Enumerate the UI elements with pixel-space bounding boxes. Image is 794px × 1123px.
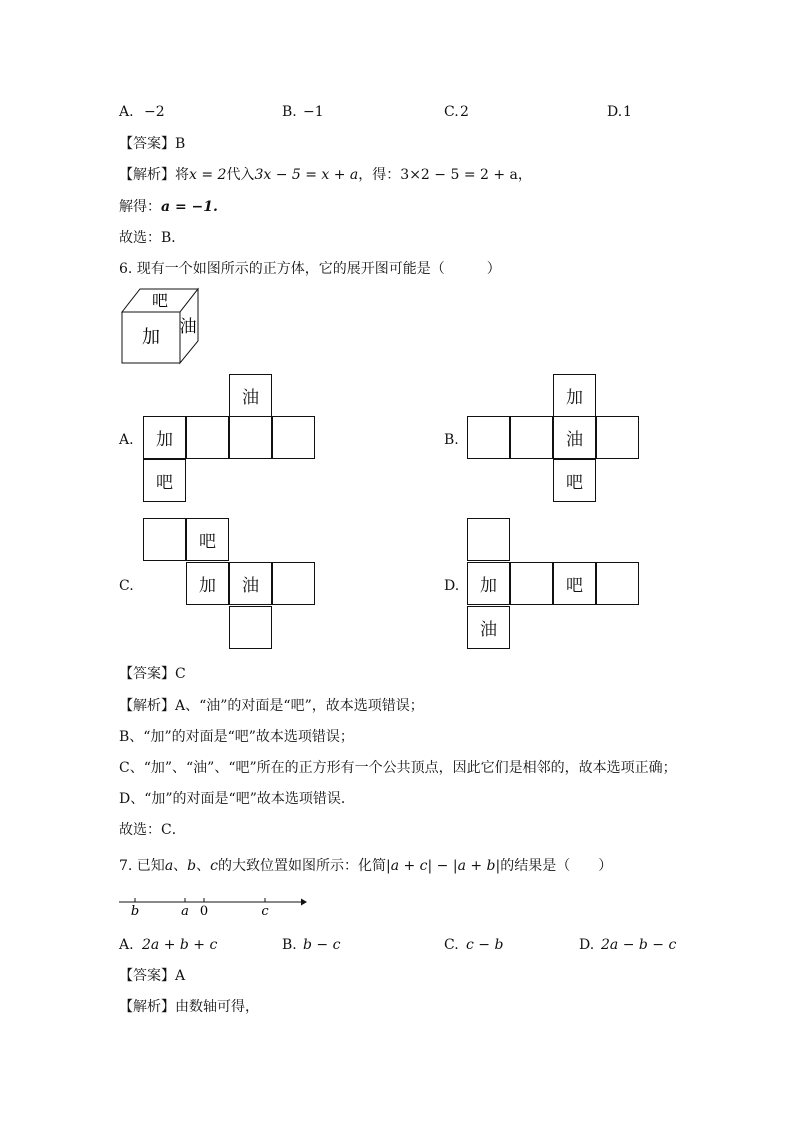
- cube-figure: [118, 286, 202, 366]
- var-a: a: [164, 858, 174, 874]
- option-label: A.: [119, 937, 134, 953]
- number-line: [117, 888, 309, 922]
- q7-stem: [119, 857, 612, 875]
- analysis-text: ，: [517, 167, 532, 183]
- q6-stem: 6. 现有一个如图所示的正方体，它的展开图可能是（ ）: [119, 261, 501, 277]
- q7-analysis: [119, 998, 259, 1016]
- net-cell: [229, 416, 272, 459]
- net-cell: 加: [467, 562, 510, 605]
- stem-text: 、: [173, 858, 188, 874]
- q5-analysis: [119, 166, 532, 184]
- cube-right-label: 油: [179, 317, 197, 337]
- solve-label: 解得：: [119, 199, 161, 215]
- net-cell: 油: [467, 606, 510, 649]
- net-cell: 油: [553, 416, 596, 459]
- net-cell: 油: [229, 562, 272, 605]
- answer-tag: 【答案】: [119, 968, 175, 984]
- answer-tag: 【答案】: [119, 666, 175, 682]
- var-c: c: [210, 858, 218, 874]
- axis-label-0: 0: [199, 904, 209, 919]
- net-cell: 加: [143, 416, 186, 459]
- analysis-tag: 【解析】: [119, 698, 175, 714]
- q5-choose: 故选：B．: [119, 230, 186, 246]
- net-cell: [510, 416, 553, 459]
- option-value: 2: [460, 104, 469, 120]
- net-cell: 吧: [186, 518, 229, 561]
- net-cell: [229, 606, 272, 649]
- q5-answer: [119, 135, 185, 153]
- stem-text: 的大致位置如图所示：化简: [217, 858, 386, 874]
- option-label: C.: [444, 937, 459, 953]
- net-cell: 油: [229, 374, 272, 417]
- math-expr: |a + c| − |a + b|: [385, 858, 501, 874]
- net-cell: [143, 518, 186, 561]
- option-value: c − b: [466, 937, 504, 953]
- cube-front-label: 加: [142, 327, 160, 348]
- analysis-tag: 【解析】: [119, 167, 175, 183]
- q6-analysis-line-4: D、“加”的对面是“吧”故本选项错误．: [119, 791, 355, 807]
- axis-label-b: b: [130, 904, 140, 919]
- analysis-text: A、“油”的对面是“吧”，故本选项错误；: [175, 698, 424, 714]
- cube-top-label: 吧: [151, 291, 169, 310]
- net-cell: [596, 416, 639, 459]
- option-value: −2: [144, 104, 165, 120]
- option-label: B.: [282, 104, 297, 120]
- net-cell: [186, 416, 229, 459]
- option-value: 2a − b − c: [601, 937, 677, 953]
- option-value: 1: [623, 104, 632, 120]
- option-label: B.: [282, 937, 297, 953]
- math-expr: 3×2 − 5 = 2 + a: [400, 167, 518, 183]
- option-label: D.: [579, 937, 595, 953]
- net-cell: 加: [553, 374, 596, 417]
- q6-analysis-line-1: [119, 697, 424, 715]
- q5-solve: [119, 198, 218, 216]
- analysis-text: 代入: [226, 167, 255, 183]
- math-expr: 3x − 5 = x + a: [254, 167, 359, 183]
- option-label: A.: [119, 432, 134, 448]
- axis-label-c: c: [261, 904, 269, 919]
- q6-analysis-line-3: C、“加”、“油”、“吧”所在的正方形有一个公共顶点，因此它们是相邻的，故本选项正确；: [119, 760, 677, 776]
- analysis-text: 将: [175, 167, 189, 183]
- net-cell: 吧: [553, 562, 596, 605]
- q7-answer: [119, 967, 185, 985]
- option-label: A.: [119, 104, 134, 120]
- option-label: D.: [607, 104, 623, 120]
- option-value: b − c: [303, 937, 341, 953]
- math-expr: x = 2: [189, 167, 227, 183]
- stem-text: 的结果是（ ）: [500, 858, 613, 874]
- net-cell: 吧: [553, 459, 596, 502]
- var-b: b: [187, 858, 197, 874]
- option-label: D.: [444, 578, 460, 594]
- answer-tag: 【答案】: [119, 136, 175, 152]
- stem-text: 、: [196, 858, 211, 874]
- answer-value: A: [175, 968, 186, 984]
- option-label: C.: [119, 578, 134, 594]
- answer-value: B: [175, 136, 186, 152]
- q6-answer: [119, 665, 186, 683]
- net-cell: [272, 416, 315, 459]
- option-value: −1: [303, 104, 324, 120]
- net-cell: [510, 562, 553, 605]
- analysis-text: ，得：: [358, 167, 401, 183]
- answer-value: C: [175, 666, 186, 682]
- analysis-text: 由数轴可得，: [175, 999, 259, 1015]
- option-label: C.: [444, 104, 459, 120]
- axis-label-a: a: [181, 904, 189, 919]
- q6-choose: 故选：C．: [119, 822, 186, 838]
- net-cell: 吧: [143, 459, 186, 502]
- net-cell: [596, 562, 639, 605]
- net-cell: [467, 518, 510, 561]
- q6-analysis-line-2: B、“加”的对面是“吧”故本选项错误；: [119, 729, 354, 745]
- option-value: 2a + b + c: [142, 937, 218, 953]
- analysis-tag: 【解析】: [119, 999, 175, 1015]
- axis-arrow: [301, 899, 307, 906]
- net-cell: [467, 416, 510, 459]
- net-cell: [272, 562, 315, 605]
- option-label: B.: [444, 432, 459, 448]
- math-expr: a = −1.: [161, 199, 218, 215]
- stem-text: 7. 已知: [119, 858, 165, 874]
- net-cell: 加: [186, 562, 229, 605]
